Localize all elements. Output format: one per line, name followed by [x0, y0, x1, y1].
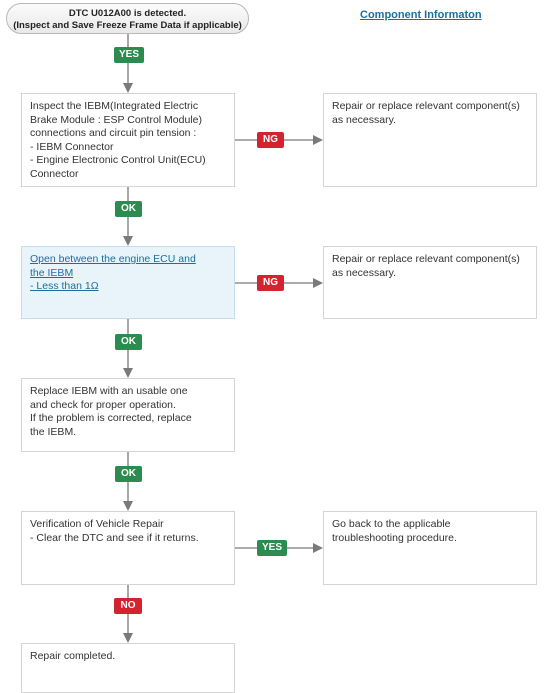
side-repair-replace-1: [323, 93, 537, 187]
component-information-link[interactable]: Component Informaton: [360, 9, 482, 21]
side2-line: Repair or replace relevant component(s): [332, 253, 520, 265]
ok-badge: OK: [115, 201, 142, 217]
step-verify-repair: [21, 511, 235, 585]
resistance-spec-link[interactable]: - Less than 1Ω: [30, 280, 99, 292]
yes-badge: YES: [114, 47, 144, 63]
side3-line: Go back to the applicable: [332, 518, 451, 530]
start-dtc-detected: [6, 3, 249, 34]
side3-line: troubleshooting procedure.: [332, 531, 457, 544]
side1-line: Repair or replace relevant component(s): [332, 100, 520, 112]
step1-line: connections and circuit pin tension :: [30, 127, 197, 139]
yes-badge: YES: [257, 540, 287, 556]
step4-line: Verification of Vehicle Repair: [30, 518, 164, 530]
step-replace-iebm: [21, 378, 235, 452]
side-go-back-troubleshooting: [323, 511, 537, 585]
start-line-2: (Inspect and Save Freeze Frame Data if applicable): [13, 19, 242, 31]
step1-line: - Engine Electronic Control Unit(ECU): [30, 154, 206, 166]
ok-badge: OK: [115, 466, 142, 482]
open-circuit-link[interactable]: Open between the engine ECU and: [30, 253, 196, 265]
step3-line: and check for proper operation.: [30, 398, 176, 411]
step3-line: the IEBM.: [30, 425, 77, 438]
step1-line: Brake Module : ESP Control Module): [30, 113, 202, 126]
step1-line: Inspect the IEBM(Integrated Electric: [30, 100, 199, 112]
start-line-1: DTC U012A00 is detected.: [68, 8, 187, 19]
step3-line: If the problem is corrected, replace: [30, 412, 192, 424]
step-inspect-connections: [21, 93, 235, 187]
step-repair-completed: [21, 643, 235, 693]
step-open-circuit-check: [21, 246, 235, 319]
step1-line: - IEBM Connector: [30, 140, 114, 153]
ok-badge: OK: [115, 334, 142, 350]
step3-line: Replace IEBM with an usable one: [30, 385, 188, 397]
ng-badge: NG: [257, 275, 284, 291]
side1-line: as necessary.: [332, 113, 396, 126]
ng-badge: NG: [257, 132, 284, 148]
step1-line: Connector: [30, 167, 79, 180]
side2-line: as necessary.: [332, 266, 396, 279]
step5-line: Repair completed.: [30, 650, 116, 662]
side-repair-replace-2: [323, 246, 537, 319]
no-badge: NO: [114, 598, 142, 614]
open-circuit-link[interactable]: the IEBM: [30, 266, 74, 279]
step4-line: - Clear the DTC and see if it returns.: [30, 531, 199, 544]
